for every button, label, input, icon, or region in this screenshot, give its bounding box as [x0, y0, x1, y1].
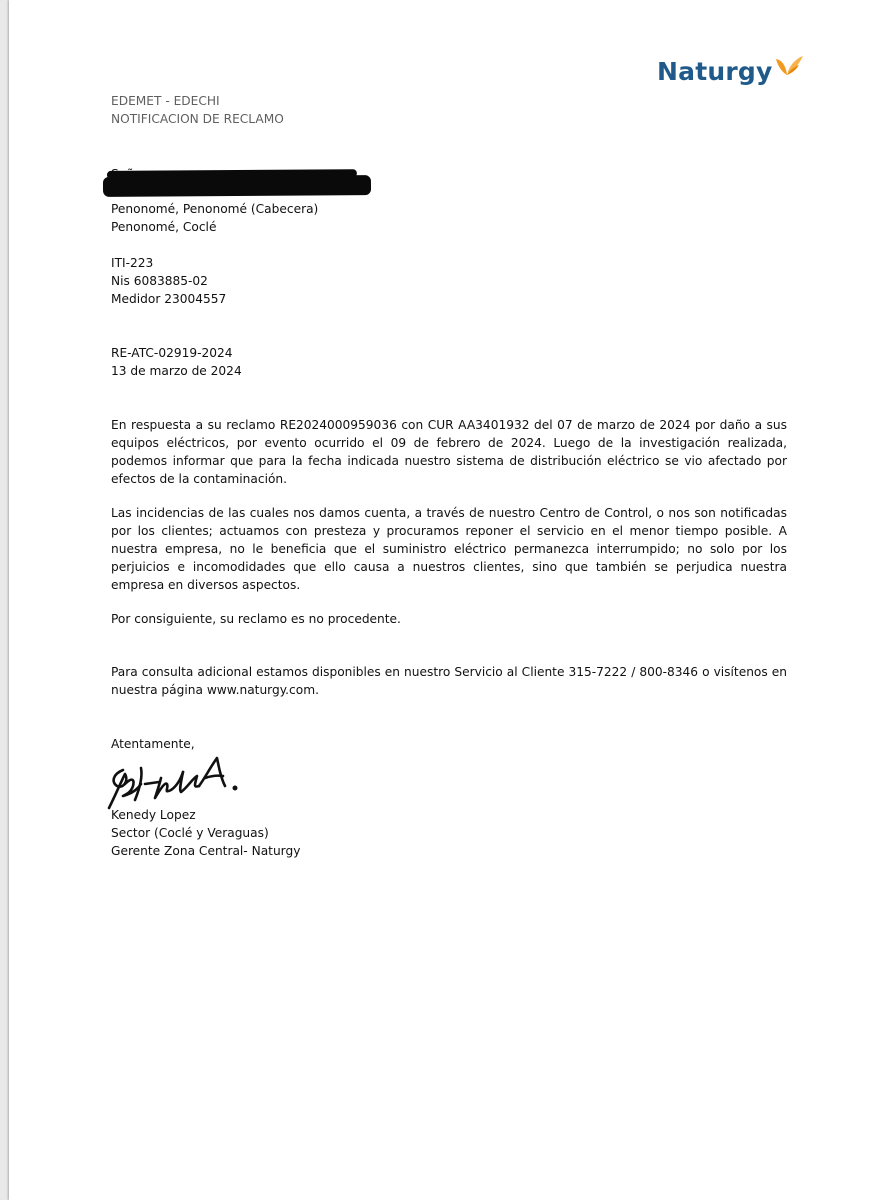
meter-number: Medidor 23004557: [111, 292, 227, 306]
address-line-1: Penonomé, Penonomé (Cabecera): [111, 202, 319, 216]
nis-number: Nis 6083885-02: [111, 274, 208, 288]
signer-sector: Sector (Coclé y Veraguas): [111, 826, 269, 840]
signer-title: Gerente Zona Central- Naturgy: [111, 844, 301, 858]
body-paragraph-3: Por consiguiente, su reclamo es no procedente.: [111, 612, 401, 626]
butterfly-icon: [774, 53, 804, 83]
signer-name: Kenedy Lopez: [111, 808, 196, 822]
letter-date: 13 de marzo de 2024: [111, 364, 242, 378]
redacted-recipient-name: [103, 175, 371, 197]
address-line-2: Penonomé, Coclé: [111, 220, 217, 234]
header-company: EDEMET - EDECHI: [111, 94, 220, 108]
letter-page: [9, 0, 888, 1200]
naturgy-logo: [657, 52, 804, 92]
reference-code: RE-ATC-02919-2024: [111, 346, 233, 360]
farewell: Atentamente,: [111, 737, 195, 751]
iti-code: ITI-223: [111, 256, 154, 270]
body-paragraph-4: Para consulta adicional estamos disponibles en nuestro Servicio al Cliente 315-7222 / 800-8346 o visítenos en nuestra página www.naturgy.com.: [111, 665, 787, 697]
logo-wordmark: Naturgy: [657, 57, 773, 86]
body-paragraph-2: Las incidencias de las cuales nos damos cuenta, a través de nuestro Centro de Control, o nos son notificadas por los clientes; actuamos con presteza y procuramos reponer el servicio en el menor tiempo posible. A nuestra empresa, no le beneficia que el suministro eléctrico permanezca interrumpido; no solo por los perjuicios e incomodidades que ello causa a nuestros clientes, sino que también se perjudica nuestra empresa en diversos aspectos.: [111, 506, 787, 592]
body-paragraph-1: En respuesta a su reclamo RE2024000959036 con CUR AA3401932 del 07 de marzo de 2024 por daño a sus equipos eléctricos, por evento ocurrido el 09 de febrero de 2024. Luego de la investigación realizada, podemos informar que para la fecha indicada nuestro sistema de distribución eléctrico se vio afectado por efectos de la contaminación.: [111, 418, 787, 486]
header-doc-type: NOTIFICACION DE RECLAMO: [111, 112, 284, 126]
